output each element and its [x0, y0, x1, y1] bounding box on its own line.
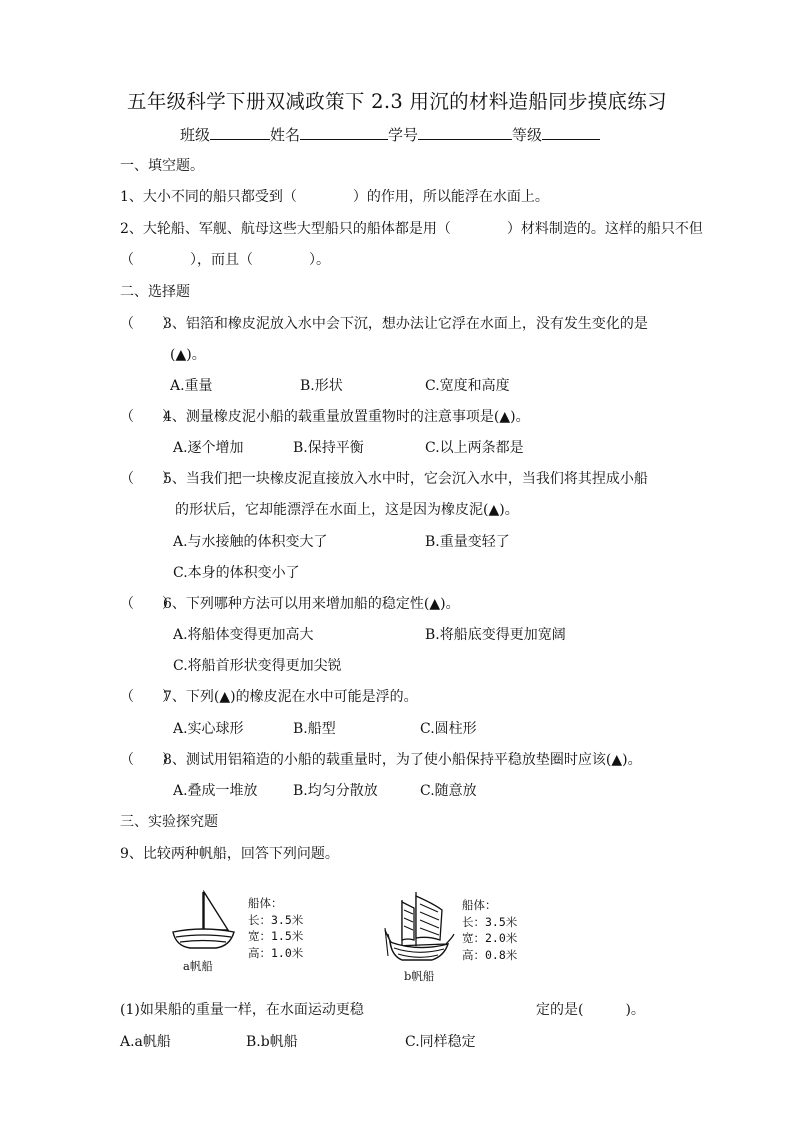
q3-stem-line-1: 3、铝箔和橡皮泥放入水中会下沉，想办法让它浮在水面上，没有发生变化的是: [163, 316, 648, 332]
boat-a-spec-height: 高：1.0米: [248, 945, 304, 960]
boat-b-spec-height: 高：0.8米: [462, 947, 518, 962]
q4-answer-paren[interactable]: （ ）: [120, 409, 176, 425]
q6-option-b: B.将船底变得更加宽阔: [425, 627, 566, 643]
sailboat-a-illustration: [168, 888, 238, 958]
boat-a-caption: a帆船: [183, 959, 213, 973]
q5-option-b: B.重量变轻了: [425, 534, 510, 550]
q7-option-c: C.圆柱形: [420, 721, 477, 737]
name-blank[interactable]: [300, 125, 388, 140]
q8-option-b: B.均匀分散放: [293, 783, 378, 799]
q6-answer-paren[interactable]: （ ）: [120, 596, 176, 612]
q3-option-c: C.宽度和高度: [425, 378, 510, 394]
q5-stem-line-1: 5、当我们把一块橡皮泥直接放入水中时，它会沉入水中，当我们将其捏成小船: [163, 471, 648, 487]
q9-sub1-option-a: A.a帆船: [120, 1034, 171, 1050]
grade-blank[interactable]: [542, 125, 600, 140]
q7-option-a: A.实心球形: [173, 721, 244, 737]
q9-sub1-option-c: C.同样稳定: [405, 1034, 476, 1050]
q5-option-c: C.本身的体积变小了: [173, 565, 300, 581]
name-label: 姓名: [270, 126, 301, 144]
boat-a-specs: [248, 895, 303, 961]
q6-option-a: A.将船体变得更加高大: [173, 627, 314, 643]
q6-stem: 6、下列哪种方法可以用来增加船的稳定性(▲)。: [163, 596, 460, 612]
q3-option-a: A.重量: [170, 378, 213, 394]
q9-sub1-stem-right[interactable]: 定的是( )。: [536, 1002, 645, 1018]
student-info-line: [180, 124, 600, 145]
section-experiment-heading: 三、实验探究题: [120, 814, 218, 830]
section-fill-blank-heading: 一、填空题。: [120, 158, 204, 174]
q8-answer-paren[interactable]: （ ）: [120, 752, 176, 768]
section-choice-heading: 二、选择题: [120, 284, 190, 300]
boat-b-caption: b帆船: [404, 969, 435, 983]
boat-b-spec-length: 长：3.5米: [462, 914, 518, 929]
q4-stem: 4、测量橡皮泥小船的载重量放置重物时的注意事项是(▲)。: [163, 409, 530, 425]
question-2-line-2: （ ），而且（ ）。: [120, 252, 330, 268]
q3-stem-line-2: (▲)。: [170, 347, 206, 363]
class-label: 班级: [180, 126, 211, 144]
id-blank[interactable]: [418, 125, 512, 140]
boat-a-spec-length: 长：3.5米: [248, 912, 304, 927]
boat-b-spec-header: 船体：: [462, 898, 497, 912]
sailboat-b-illustration: [382, 890, 458, 968]
q7-option-b: B.船型: [293, 721, 336, 737]
q8-option-a: A.叠成一堆放: [173, 783, 258, 799]
q8-option-c: C.随意放: [420, 783, 477, 799]
q9-sub1-option-b: B.b帆船: [246, 1034, 298, 1050]
id-label: 学号: [388, 126, 419, 144]
q3-answer-paren[interactable]: （ ）: [120, 316, 176, 332]
boat-b-spec-width: 宽：2.0米: [462, 931, 518, 945]
boat-b-specs: [462, 897, 517, 963]
q6-option-c: C.将船首形状变得更加尖锐: [173, 658, 342, 674]
q8-stem: 8、测试用铝箱造的小船的载重量时，为了使小船保持平稳放垫圈时应该(▲)。: [163, 752, 642, 768]
q9-sub1-stem-left: (1)如果船的重量一样，在水面运动更稳: [120, 1002, 364, 1018]
q3-option-b: B.形状: [300, 378, 343, 394]
class-blank[interactable]: [210, 125, 270, 140]
grade-label: 等级: [512, 126, 543, 144]
q5-answer-paren[interactable]: （ ）: [120, 471, 176, 487]
question-9: 9、比较两种帆船，回答下列问题。: [120, 846, 339, 862]
q5-option-a: A.与水接触的体积变大了: [173, 534, 328, 550]
q7-stem: 7、下列(▲)的橡皮泥在水中可能是浮的。: [163, 689, 418, 705]
question-2-line-1: 2、大轮船、军舰、航母这些大型船只的船体都是用（ ）材料制造的。这样的船只不但: [120, 221, 703, 237]
q7-answer-paren[interactable]: （ ）: [120, 689, 176, 705]
q4-option-c: C.以上两条都是: [425, 440, 524, 456]
boat-a-spec-header: 船体：: [248, 896, 283, 910]
q4-option-a: A.逐个增加: [173, 440, 244, 456]
boat-a-spec-width: 宽：1.5米: [248, 929, 304, 943]
question-1: 1、大小不同的船只都受到（ ）的作用，所以能浮在水面上。: [120, 189, 549, 205]
q4-option-b: B.保持平衡: [293, 440, 364, 456]
q5-stem-line-2: 的形状后，它却能漂浮在水面上，这是因为橡皮泥(▲)。: [175, 502, 519, 518]
page-title: 五年级科学下册双减政策下 2.3 用沉的材料造船同步摸底练习: [127, 90, 667, 113]
